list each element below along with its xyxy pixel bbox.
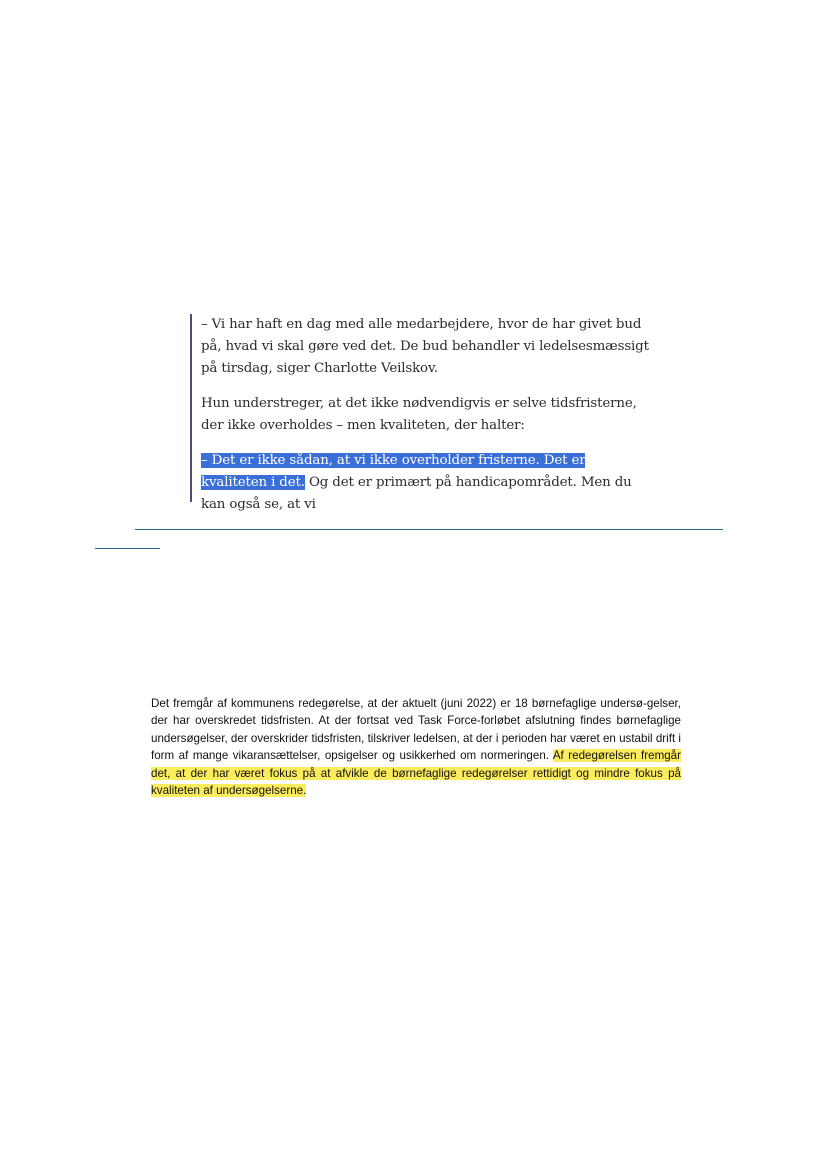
selected-text[interactable]: – Det er ikke sådan, at vi ikke overholder fristerne. Det er kvaliteten i det. [201, 453, 586, 490]
section-divider-short [95, 548, 160, 549]
quote-paragraph-1: – Vi har haft en dag med alle medarbejdere, hvor de har givet bud på, hvad vi skal gøre ved det. De bud behandler vi ledelsesmæssigt på tirsdag, siger Charlotte Veilskov. [201, 317, 649, 376]
article-quote-block [190, 314, 650, 512]
quote-paragraph-3-rest: Og det er primært på handicapområdet. Men du kan også se, at vi [201, 475, 632, 512]
report-excerpt [151, 695, 681, 799]
quote-paragraph-3 [201, 450, 650, 516]
report-paragraph [151, 695, 681, 799]
report-text: Det fremgår af kommunens redegørelse, at der aktuelt (juni 2022) er 18 børnefaglige undersø-gelser, der har overskredet tidsfristen. At der fortsat ved Task Force-forløbet afslutning findes børnefaglige undersøgelser, der overskrider tidsfristen, tilskriver ledelsen, at der i perioden har været en ustabil drift i form af mange vikaransættelser, opsigelser og usikkerhed om normeringen. [151, 697, 681, 763]
section-divider [135, 529, 723, 530]
quote-paragraph-2: Hun understreger, at det ikke nødvendigvis er selve tidsfristerne, der ikke overholdes – men kvaliteten, der halter: [201, 396, 637, 433]
highlighted-text: Af redegørelsen fremgår det, at der har været fokus på at afvikle de børnefaglige redegørelser rettidigt og mindre fokus på kvaliteten af undersøgelserne. [151, 749, 681, 798]
